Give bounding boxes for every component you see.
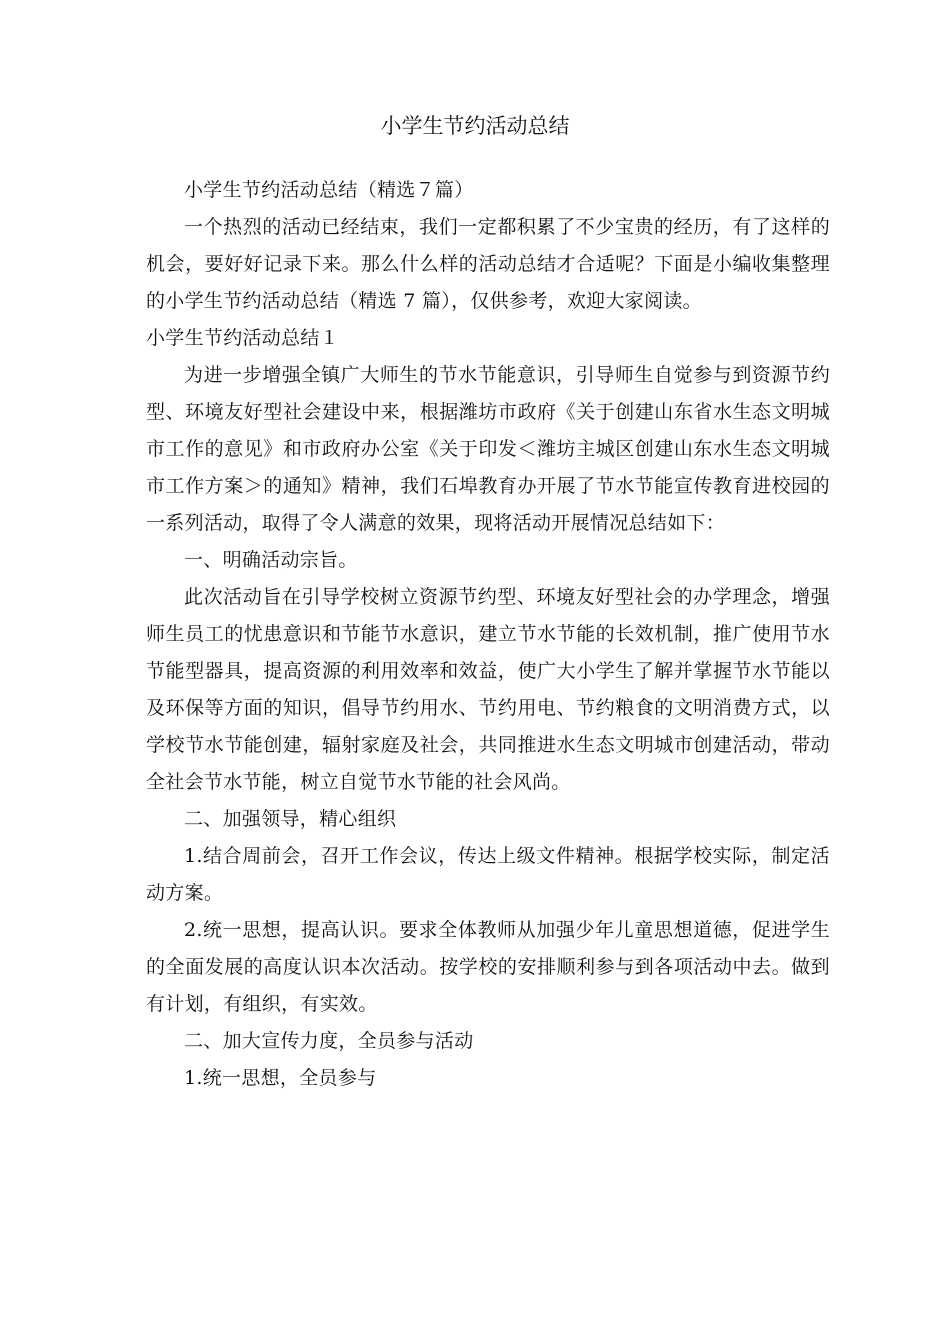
paragraph-item-1: 1.结合周前会，召开工作会议，传达上级文件精神。根据学校实际，制定活动方案。 [146,845,830,904]
section-heading: 小学生节约活动总结１ [146,327,340,349]
subtitle: 小学生节约活动总结（精选７篇） [184,179,474,201]
heading-purpose: 一、明确活动宗旨。 [184,549,358,571]
paragraph-purpose: 此次活动旨在引导学校树立资源节约型、环境友好型社会的办学理念，增强师生员工的忧患意识和节能节水意识，建立节水节能的长效机制，推广使用节水节能型器具，提高资源的利用效率和效益，使广大小学生了解并掌握节水节能以及环保等方面的知识，倡导节约用水、节约用电、节约粮食的文明消费方式，以学校节水节能创建，辐射家庭及社会，共同推进水生态文明城市创建活动，带动全社会节水节能，树立自觉节水节能的社会风尚。 [146,586,830,793]
heading-publicity: 二、加大宣传力度，全员参与活动 [184,1030,474,1052]
document-body [146,172,830,1097]
paragraph-item-2: 2.统一思想，提高认识。要求全体教师从加强少年儿童思想道德，促进学生的全面发展的高度认识本次活动。按学校的安排顺利参与到各项活动中去。做到有计划，有组织，有实效。 [146,919,830,1015]
paragraph-background: 为进一步增强全镇广大师生的节水节能意识，引导师生自觉参与到资源节约型、环境友好型社会建设中来，根据潍坊市政府《关于创建山东省水生态文明城市工作的意见》和市政府办公室《关于印发＜潍坊主城区创建山东水生态文明城市工作方案＞的通知》精神，我们石埠教育办开展了节水节能宣传教育进校园的一系列活动，取得了令人满意的效果，现将活动开展情况总结如下： [146,364,830,534]
document-title: 小学生节约活动总结 [380,114,570,138]
heading-leadership: 二、加强领导，精心组织 [184,808,397,830]
intro-paragraph: 一个热烈的活动已经结束，我们一定都积累了不少宝贵的经历，有了这样的机会，要好好记录下来。那么什么样的活动总结才合适呢？下面是小编收集整理的小学生节约活动总结（精选 7 篇），仅供参考，欢迎大家阅读。 [146,216,830,312]
paragraph-item-3: 1.统一思想，全员参与 [184,1067,377,1089]
